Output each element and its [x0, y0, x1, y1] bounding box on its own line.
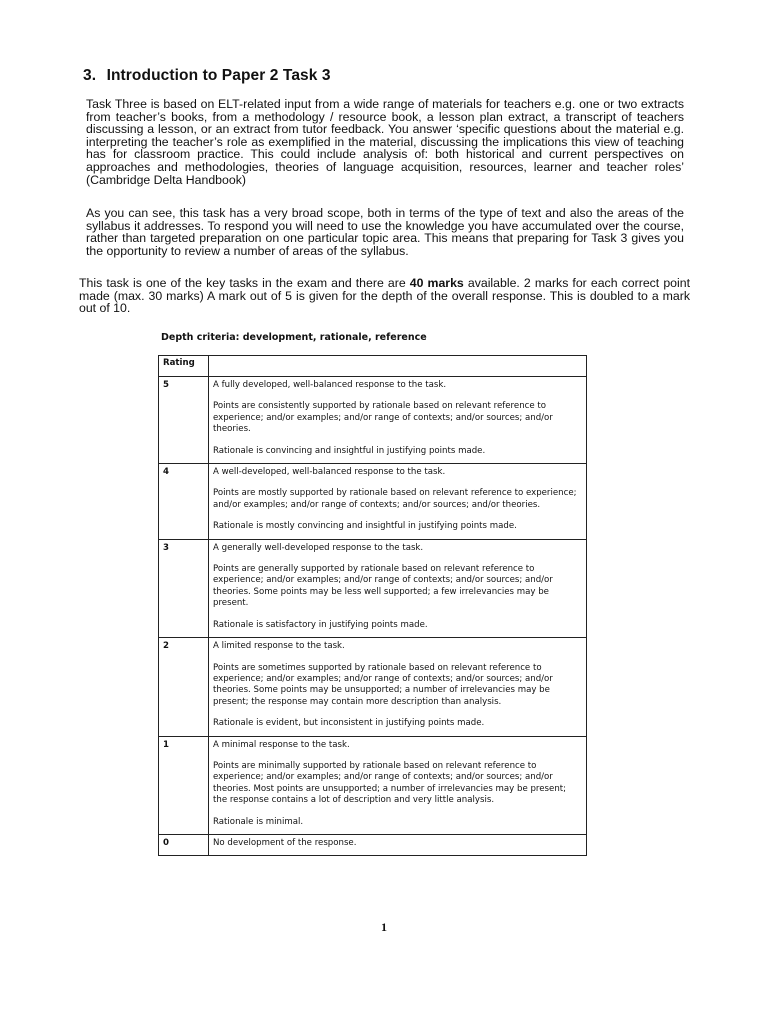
- description-cell: [209, 539, 587, 637]
- description-column-header: [209, 356, 587, 377]
- table-body: [159, 377, 587, 856]
- criteria-text: Points are consistently supported by rationale based on relevant reference to experience; and/or examples; and/or range of contexts; and/or sources; and/or theories.: [213, 401, 553, 435]
- criteria-text: A well-developed, well-balanced response to the task.: [213, 467, 446, 478]
- table-row: [159, 834, 587, 855]
- description-cell: [209, 736, 587, 834]
- table-row: [159, 736, 587, 834]
- table-row: [159, 539, 587, 637]
- description-cell: [209, 464, 587, 540]
- marks-text-after: available. 2 marks for each correct point made (max. 30 marks) A mark out of 5 is given for the depth of the overall response. This is doubled to a mark out of 10.: [79, 276, 690, 316]
- table-row: [159, 377, 587, 464]
- criteria-text: Points are generally supported by rationale based on relevant reference to experience; and/or examples; and/or range of contexts; and/or sources; and/or theories. Some points may be less well supported; a few irrelevancies may be present.: [213, 564, 553, 609]
- description-cell: [209, 377, 587, 464]
- criteria-text: Points are sometimes supported by rationale based on relevant reference to experience; and/or examples; and/or range of contexts; and/or sources; and/or theories. Some points may be unsupported; a number of irrelevancies may be present; the response may contain more description than analysis.: [213, 662, 553, 707]
- criteria-text: A minimal response to the task.: [213, 739, 350, 750]
- section-heading: [83, 67, 331, 85]
- page-number: 1: [381, 920, 387, 934]
- rating-column-header: Rating: [159, 356, 209, 377]
- paragraph-marks-info: [79, 277, 690, 315]
- description-cell: [209, 638, 587, 736]
- criteria-text: Points are minimally supported by rationale based on relevant reference to experience; and/or examples; and/or range of contexts; and/or sources; and/or theories. Most points are unsupported; a number of irrelevancies may be present; the response contains a lot of description and very little analysis.: [213, 760, 567, 806]
- criteria-text: Rationale is minimal.: [213, 816, 304, 827]
- marks-total: 40 marks: [409, 276, 464, 290]
- paragraph-task-description: Task Three is based on ELT-related input from a wide range of materials for teachers e.g. one or two extracts from teacher’s books, from a methodology / resource book, a lesson plan extract, a transcript of teachers discussing a lesson, or an extract from tutor feedback. You answer ‘specific questions about the material e.g. interpreting the teacher’s role as exemplified in the material, discussing the implications this view of teaching has for classroom practice. This could include analysis of: both historical and current perspectives on approaches and methodologies, theories of language acquisition, resources, learner and teacher roles’ (Cambridge Delta Handbook): [86, 97, 684, 187]
- criteria-text: Points are mostly supported by rationale based on relevant reference to experience; and/or examples; and/or range of contexts; and/or sources; and/or theories.: [213, 488, 577, 510]
- table-row: [159, 638, 587, 736]
- rating-cell: 4: [159, 464, 209, 540]
- criteria-text: A limited response to the task.: [213, 641, 345, 652]
- paragraph-task-scope: As you can see, this task has a very broad scope, both in terms of the type of text and also the areas of the syllabus it addresses. To respond you will need to use the knowledge you have accumulated over the course, rather than targeted preparation on one particular topic area. This means that preparing for Task 3 gives you the opportunity to review a number of areas of the syllabus.: [86, 206, 684, 258]
- marks-text-before: This task is one of the key tasks in the exam and there are: [79, 276, 410, 290]
- rating-cell: 5: [159, 377, 209, 464]
- rating-cell: 3: [159, 539, 209, 637]
- depth-criteria-table: [158, 355, 587, 856]
- criteria-text: No development of the response.: [213, 837, 357, 848]
- criteria-text: Rationale is satisfactory in justifying points made.: [213, 619, 428, 630]
- criteria-text: Rationale is mostly convincing and insightful in justifying points made.: [213, 521, 517, 532]
- criteria-text: Rationale is convincing and insightful in justifying points made.: [213, 445, 486, 456]
- section-title: Introduction to Paper 2 Task 3: [106, 67, 331, 84]
- table-header-row: [159, 356, 587, 377]
- criteria-text: A fully developed, well-balanced response to the task.: [213, 380, 447, 390]
- table-caption: Depth criteria: development, rationale, reference: [161, 332, 427, 343]
- rating-cell: 2: [159, 638, 209, 736]
- rating-cell: 0: [159, 834, 209, 855]
- criteria-text: Rationale is evident, but inconsistent in justifying points made.: [213, 718, 485, 729]
- rating-cell: 1: [159, 736, 209, 834]
- description-cell: [209, 834, 587, 855]
- table-row: [159, 464, 587, 540]
- criteria-text: A generally well-developed response to the task.: [213, 542, 424, 553]
- section-number: 3.: [83, 67, 97, 84]
